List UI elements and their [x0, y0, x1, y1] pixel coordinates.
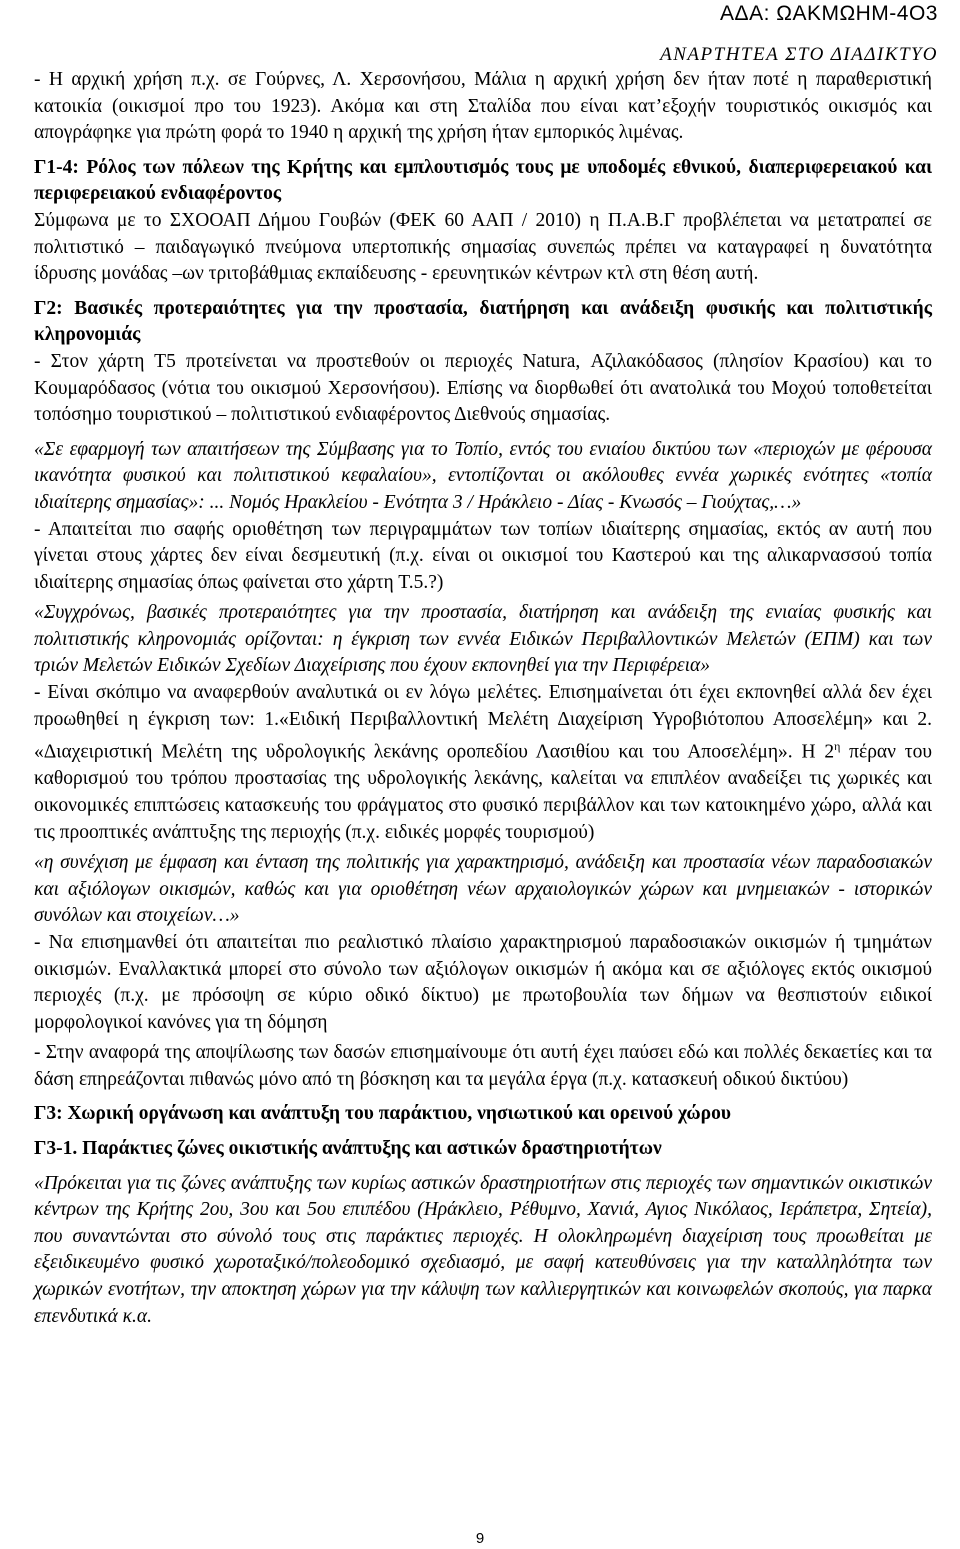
- document-body: [34, 67, 932, 1330]
- ada-code: ΑΔΑ: ΩΑΚΜΩΗΜ-4Ο3: [720, 2, 938, 25]
- heading-g2: Γ2: Βασικές προτεραιότητες για την προστασία, διατήρηση και ανάδειξη φυσικής και πολιτιστικής κληρονομιάς: [34, 297, 932, 346]
- studies-text-2: πέραν του καθορισμού του τρόπου προστασίας της υδρολογικής λεκάνης, καλείται να επιπλέον αναδείξει τις χωρικές και οικονομικές επιπτώσεις κατασκευής του φράγματος στο φυσικό περιβάλλον και των κατοικημένο χώρο, αλλά και τις προοπτικές ανάπτυξης της περιοχής (π.χ. ειδικές μορφές τουρισμού): [34, 741, 932, 843]
- quote-priorities: «Συγχρόνως, βασικές προτεραιότητες για την προστασία, διατήρηση και ανάδειξη της ενιαίας φυσικής και πολιτιστικής κληρονομιάς ορίζονται: η έγκριση των εννέα Ειδικών Περιβαλλοντικών Μελετών (ΕΠΜ) και των τριών Μελετών Ειδικών Σχεδίων Διαχείρισης που έχουν εκπονηθεί για την Περιφέρεια»: [34, 602, 932, 677]
- heading-g3: Γ3: Χωρική οργάνωση και ανάπτυξη του παράκτιου, νησιωτικού και ορεινού χώρου: [34, 1103, 731, 1125]
- paragraph-delineation: - Απαιτείται πιο σαφής οριοθέτηση των περιγραμμάτων των τοπίων ιδιαίτερης σημασίας, εκτός αν αυτή που γίνεται στους χάρτες δεν είναι δεσμευτική (π.χ. είναι οι οικισμοί του Καστερού και της αλικαρνασσού τοπία ιδιαίτερης σημασίας όπως φαίνεται στο χάρτη Τ.5.?): [34, 518, 932, 593]
- quote-settlements: «η συνέχιση με έμφαση και ένταση της πολιτικής για χαρακτηρισμό, ανάδειξη και προστασία νέων παραδοσιακών και αξιόλογων οικισμών, καθώς και για οριοθέτηση νέων αρχαιολογικών χώρων και μνημειακών - ιστορικών συνόλων και στοιχείων…»: [34, 852, 932, 927]
- paragraph-traditional: - Να επισημανθεί ότι απαιτείται πιο ρεαλιστικό πλαίσιο χαρακτηρισμού παραδοσιακών οικισμών ή τμημάτων οικισμών. Εναλλακτικά μπορεί στο σύνολο των αξιόλογων οικισμών ή ακόμα και σε αξιόλογες εκτός οικισμού περιοχές (π.χ. με πρόσοψη σε κύριο οδικό δίκτυο) με πρωτοβουλία των δήμων να θεσπιστούν ειδικοί μορφολογικοί κανόνες για τη δόμηση: [34, 931, 932, 1033]
- studies-text-1: - Είναι σκόπιμο να αναφερθούν αναλυτικά οι εν λόγω μελέτες. Επισημαίνεται ότι έχει εκπονηθεί αλλά δεν έχει προωθηθεί η έγκριση των: 1.«Ειδική Περιβαλλοντική Μελέτη Διαχείριση Υγροβιότοπου Αποσελέμη» και 2. «Διαχειριστική Μελέτη της υδρολογικής λεκάνης οροπεδίου Λασιθίου και του Αποσελέμη». Η 2: [34, 682, 932, 763]
- paragraph-gournes: - Η αρχική χρήση π.χ. σε Γούρνες, Λ. Χερσονήσου, Μάλια η αρχική χρήση δεν ήταν ποτέ η παραθεριστική κατοικία (οικισμοί προ του 1923). Ακόμα και στη Σταλίδα που είναι κατ’εξοχήν τουριστικός οικισμός και απογράφηκε για πρώτη φορά το 1940 η αρχική της χρήση ήταν εμπορικός λιμένας.: [34, 69, 932, 144]
- paragraph-forests: - Στην αναφορά της αποψίλωσης των δασών επισημαίνουμε ότι αυτή έχει παύσει εδώ και πολλές δεκαετίες και τα δάση επηρεάζονται πιθανώς μόνο από τη βόσκηση και τα μεγάλα έργα (π.χ. κατασκευή οδικού δικτύου): [34, 1042, 932, 1090]
- heading-g1-4: Γ1-4: Ρόλος των πόλεων της Κρήτης και εμπλουτισμός τους με υποδομές εθνικού, διαπεριφερειακού και περιφερειακού ενδιαφέροντος: [34, 156, 932, 205]
- paragraph-studies: [34, 680, 932, 846]
- paragraph-natura: - Στον χάρτη Τ5 προτείνεται να προστεθούν οι περιοχές Natura, Αζιλακόδασος (πλησίον Κρασίου) και το Κουμαρόδασος (νότια του οικισμού Χερσονήσου). Επίσης να διορθωθεί ότι ανατολικά του Μοχού τοποθετείται τοπόσημο τουριστικού – πολιτιστικού ενδιαφέροντος Διεθνούς σημασίας.: [34, 350, 932, 426]
- page-number: 9: [475, 1530, 485, 1547]
- quote-landscape: «Σε εφαρμογή των απαιτήσεων της Σύμβασης για το Τοπίο, εντός του ενιαίου δικτύου των «περιοχών με φέρουσα ικανότητα φυσικού και πολιτιστικού κεφαλαίου», εντοπίζονται οι ακόλουθες εννέα χωρικές ενότητες «τοπία ιδιαίτερης σημασίας»: ... Νομός Ηρακλείου - Ενότητα 3 / Ηράκλειο - Δίας - Κνωσός – Γιούχτας,…»: [34, 438, 932, 513]
- paragraph-sxooap: Σύμφωνα με το ΣΧΟΟΑΠ Δήμου Γουβών (ΦΕΚ 60 ΑΑΠ / 2010) η Π.Α.Β.Γ προβλέπεται να μετατραπεί σε πολιτιστικό – παιδαγωγικό πνεύμονα υπερτοπικής σημασίας συνεπώς πρέπει να καταγραφεί η δυνατότητα ίδρυσης μονάδας –ων τριτοβάθμιας εκπαίδευσης - ερευνητικών κέντρων κτλ στη θέση αυτή.: [34, 209, 932, 285]
- posted-online-label: ΑΝΑΡΤΗΤΕΑ ΣΤΟ ΔΙΑΔΙΚΤΥΟ: [660, 44, 938, 65]
- superscript-eta: η: [834, 739, 841, 754]
- heading-g3-1: Γ3-1. Παράκτιες ζώνες οικιστικής ανάπτυξης και αστικών δραστηριοτήτων: [34, 1138, 662, 1160]
- quote-coastal-zones: «Πρόκειται για τις ζώνες ανάπτυξης των κυρίως αστικών δραστηριοτήτων στις περιοχές των σημαντικών οικιστικών κέντρων της Κρήτης 2ου, 3ου και 5ου επιπέδου (Ηράκλειο, Ρέθυμνο, Χανιά, Αγιος Νικόλαος, Ιεράπετρα, Σητεία), που συναντώνται στο σύνολό τους στις παράκτιες περιοχές. Η ολοκληρωμένη διαχείριση τους προωθείται με εξειδικευμένο φυσικό χωροταξικό/πολεοδομικό σχεδιασμό, με σαφή κατευθύνσεις για την καταλληλότητα των χωρικών ενοτήτων, την αποκτηση χώρων για την κάλυψη των καλλιεργητικών και κοινωφελών σκοπούς, για παρκα επενδυτικά κ.α.: [34, 1172, 932, 1327]
